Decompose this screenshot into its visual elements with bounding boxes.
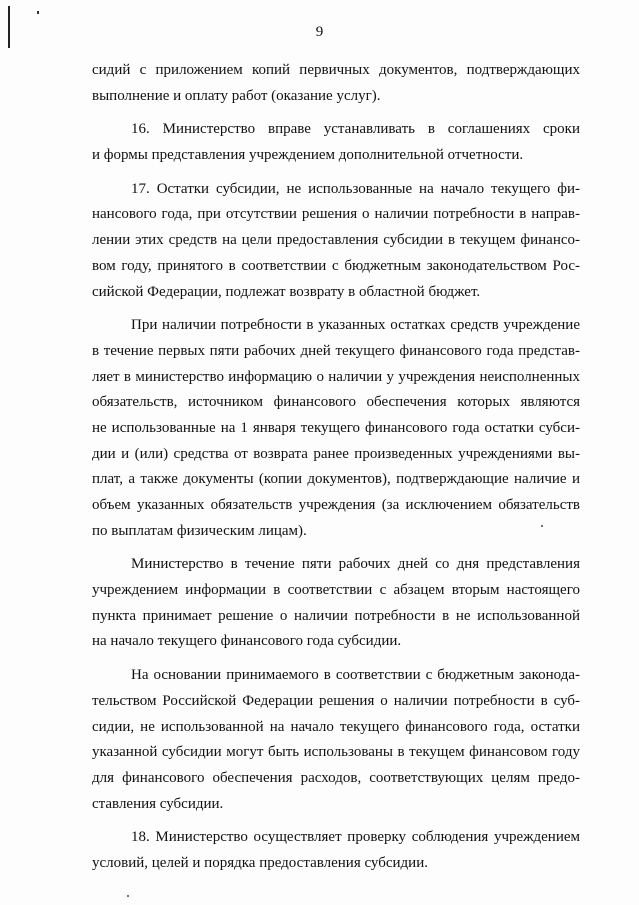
- scan-speck: [127, 895, 129, 897]
- text-line: сидии, не использованной на начало текущего финансового года, остатки: [92, 718, 580, 735]
- text-line: не использованные на 1 января текущего финансового года остатки субси-: [92, 419, 580, 436]
- document-body: [92, 58, 580, 877]
- paragraph-17: [92, 177, 580, 305]
- text-line: 17. Остатки субсидии, не использованные на начало текущего фи-: [131, 180, 580, 197]
- paragraph-17-4: [92, 663, 580, 817]
- text-line: вом году, принятого в соответствии с бюджетным законодательством Рос-: [92, 257, 580, 274]
- text-line: ставления субсидии.: [92, 795, 224, 812]
- paragraph-17-3: [92, 552, 580, 655]
- paragraph-continuation: [92, 58, 580, 109]
- scan-margin-tick: [37, 11, 39, 14]
- text-line: тельством Российской Федерации решения о наличии потребности в суб-: [92, 692, 580, 709]
- scan-speck: [541, 525, 543, 527]
- page-number: 9: [315, 24, 324, 40]
- text-line: сийской Федерации, подлежат возврату в областной бюджет.: [92, 283, 481, 300]
- text-line: учреждением информации в соответствии с абзацем вторым настоящего: [92, 582, 580, 599]
- text-line: в течение первых пяти рабочих дней текущего финансового года представ-: [92, 342, 580, 359]
- text-line: При наличии потребности в указанных остатках средств учреждение: [131, 317, 580, 334]
- text-line: по выплатам физическим лицам).: [92, 522, 307, 539]
- paragraph-16: [92, 117, 580, 168]
- text-line: ляет в министерство информацию о наличии у учреждения неисполненных: [92, 368, 580, 385]
- text-line: для финансового обеспечения расходов, соответствующих целям предо-: [92, 769, 580, 786]
- text-line: Министерство в течение пяти рабочих дней со дня представления: [131, 556, 580, 573]
- text-line: плат, а также документы (копии документов), подтверждающие наличие и: [92, 471, 580, 488]
- text-line: условий, целей и порядка предоставления субсидии.: [92, 854, 428, 871]
- text-line: 18. Министерство осуществляет проверку соблюдения учреждением: [131, 829, 580, 846]
- text-line: пункта принимает решение о наличии потребности в не использованной: [92, 607, 580, 624]
- text-line: выполнение и оплату работ (оказание услуг).: [92, 87, 381, 104]
- text-line: объем указанных обязательств учреждения (за исключением обязательств: [92, 497, 580, 513]
- paragraph-17-2: [92, 313, 580, 544]
- paragraph-18: [92, 825, 580, 876]
- text-line: обязательств, источником финансового обеспечения которых являются: [92, 394, 580, 411]
- text-line: сидий с приложением копий первичных документов, подтверждающих: [92, 62, 580, 78]
- text-line: лении этих средств на цели предоставления субсидии в текущем финансо-: [92, 232, 580, 249]
- text-line: 16. Министерство вправе устанавливать в соглашениях сроки: [131, 121, 580, 138]
- text-line: На основании принимаемого в соответствии с бюджетным законода-: [131, 667, 580, 684]
- text-line: на начало текущего финансового года субсидии.: [92, 633, 402, 650]
- text-line: и формы представления учреждением дополнительной отчетности.: [92, 147, 524, 164]
- text-line: указанной субсидии могут быть использованы в текущем финансовом году: [92, 744, 580, 761]
- text-line: дии и (или) средства от возврата ранее произведенных учреждениями вы-: [92, 445, 580, 462]
- text-line: нансового года, при отсутствии решения о наличии потребности в направ-: [92, 206, 580, 223]
